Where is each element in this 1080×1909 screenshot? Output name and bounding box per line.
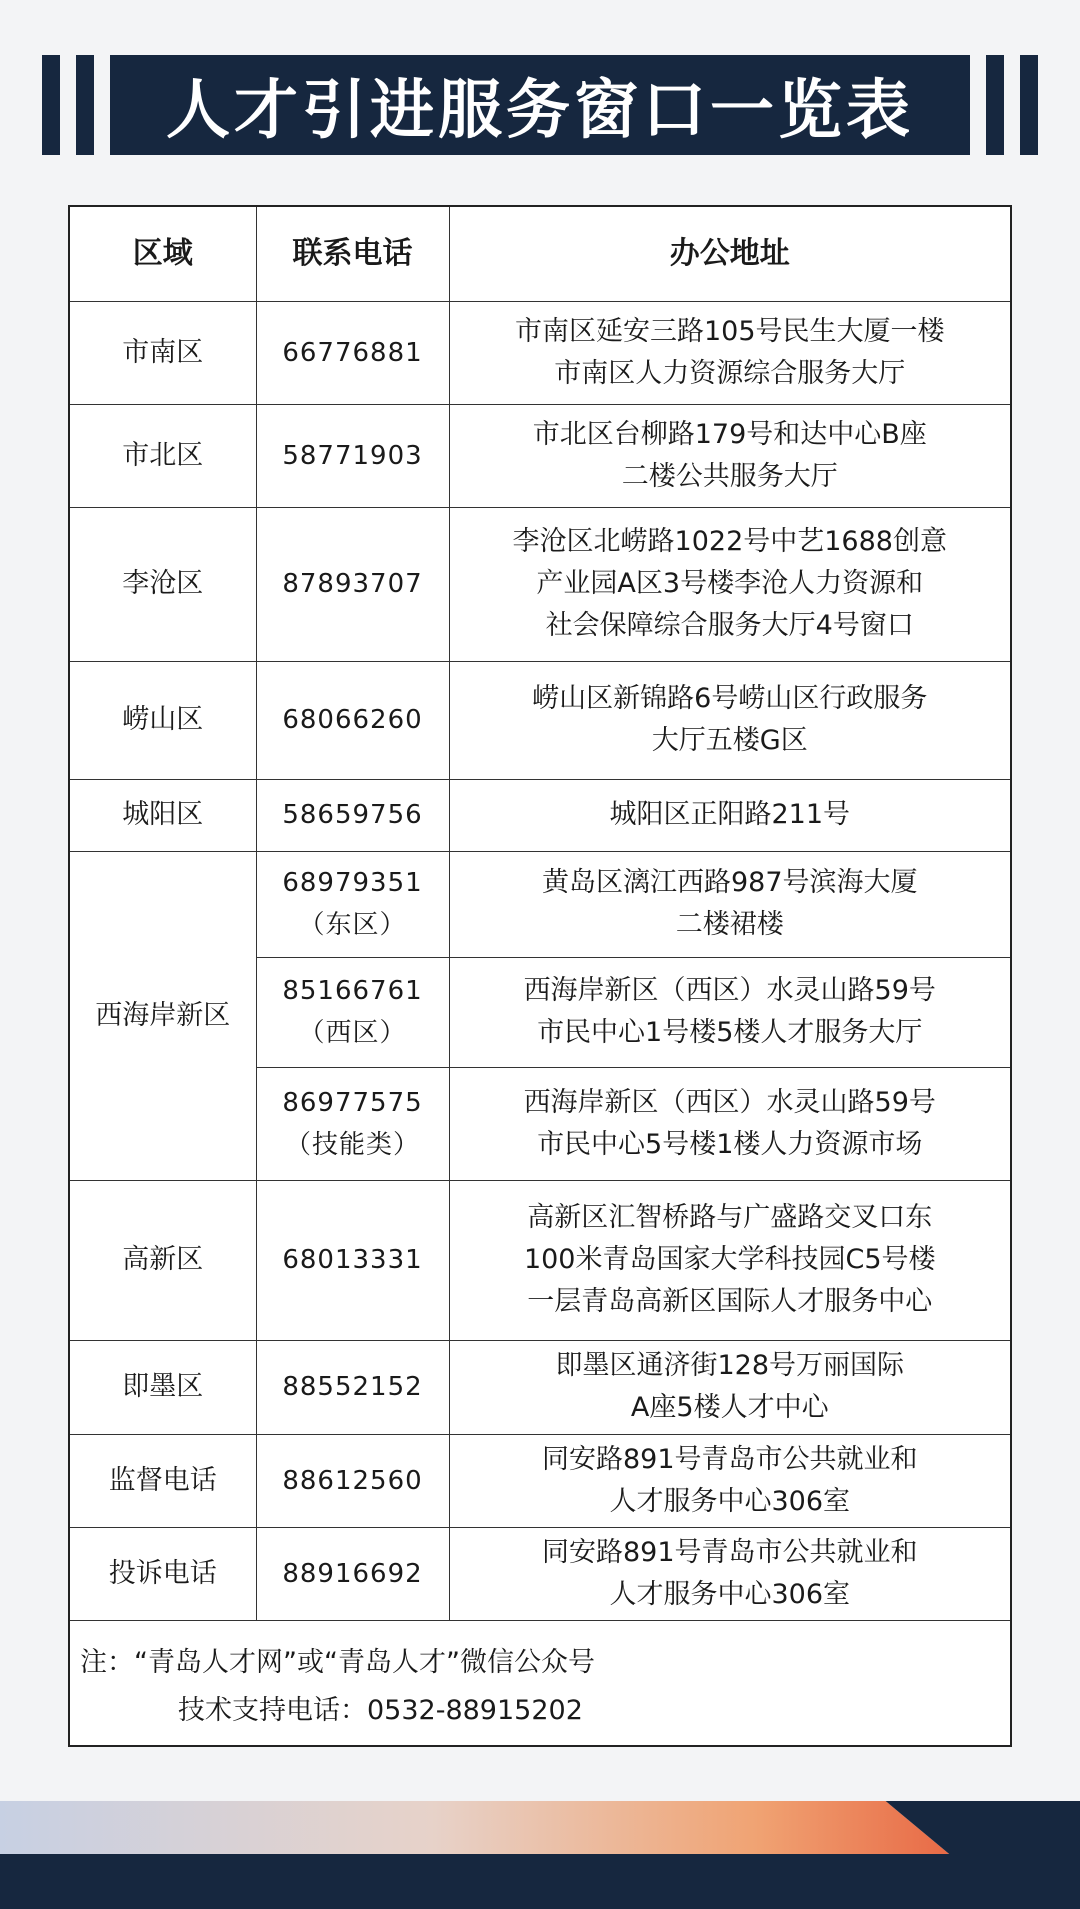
region-cell: 崂山区 bbox=[70, 661, 256, 779]
phone-cell bbox=[256, 1067, 449, 1180]
region-cell: 投诉电话 bbox=[70, 1527, 256, 1620]
phone-note: （西区） bbox=[298, 1018, 407, 1048]
address-line: 市民中心5号楼1楼人力资源市场 bbox=[537, 1128, 923, 1160]
header-phone: 联系电话 bbox=[256, 207, 449, 301]
address-line: 市南区延安三路105号民生大厦一楼 bbox=[514, 315, 945, 347]
phone-cell: 88612560 bbox=[256, 1434, 449, 1527]
header-address: 办公地址 bbox=[449, 207, 1010, 301]
region-cell: 即墨区 bbox=[70, 1340, 256, 1434]
region-cell: 市北区 bbox=[70, 404, 256, 507]
address-line: 市民中心1号楼5楼人才服务大厅 bbox=[537, 1017, 923, 1048]
phone-cell: 68066260 bbox=[256, 661, 449, 779]
service-window-table bbox=[68, 205, 1012, 1747]
table-row bbox=[70, 851, 1010, 957]
note-line-2: 技术支持电话：0532-88915202 bbox=[178, 1694, 583, 1726]
address-line: 城阳区正阳路211号 bbox=[609, 799, 851, 830]
banner-left-stripe-2 bbox=[76, 55, 94, 155]
note-line-1: 注：“青岛人才网”或“青岛人才”微信公众号 bbox=[80, 1646, 595, 1678]
region-cell: 李沧区 bbox=[70, 507, 256, 661]
address-line: 黄岛区漓江西路987号滨海大厦 bbox=[541, 867, 918, 898]
table-row bbox=[70, 779, 1010, 851]
address-cell bbox=[449, 661, 1010, 779]
region-cell: 高新区 bbox=[70, 1180, 256, 1340]
address-line: 即墨区通济街128号万丽国际 bbox=[555, 1350, 905, 1381]
table-row bbox=[70, 507, 1010, 661]
phone-cell: 88552152 bbox=[256, 1340, 449, 1434]
phone-cell: 58659756 bbox=[256, 779, 449, 851]
table-row bbox=[70, 661, 1010, 779]
address-line: 李沧区北崂路1022号中艺1688创意 bbox=[512, 526, 947, 557]
phone-cell bbox=[256, 851, 449, 957]
address-cell bbox=[449, 1527, 1010, 1620]
address-cell bbox=[449, 1340, 1010, 1434]
banner-right-stripe-2 bbox=[1020, 55, 1038, 155]
phone-note: （技能类） bbox=[284, 1129, 420, 1160]
address-line: 市南区人力资源综合服务大厅 bbox=[554, 357, 906, 389]
region-cell: 监督电话 bbox=[70, 1434, 256, 1527]
table-row bbox=[70, 404, 1010, 507]
region-cell: 市南区 bbox=[70, 301, 256, 404]
address-line: 大厅五楼G区 bbox=[651, 725, 808, 756]
phone-cell: 58771903 bbox=[256, 404, 449, 507]
address-line: 同安路891号青岛市公共就业和 bbox=[541, 1536, 918, 1568]
address-cell bbox=[449, 851, 1010, 957]
address-line: 一层青岛高新区国际人才服务中心 bbox=[527, 1286, 933, 1317]
phone-cell: 88916692 bbox=[256, 1527, 449, 1620]
table-row bbox=[70, 1434, 1010, 1527]
phone-number: 85166761 bbox=[282, 976, 423, 1006]
phone-cell: 68013331 bbox=[256, 1180, 449, 1340]
address-line: 高新区汇智桥路与广盛路交叉口东 bbox=[527, 1202, 933, 1233]
address-line: 100米青岛国家大学科技园C5号楼 bbox=[523, 1244, 936, 1275]
address-line: 产业园A区3号楼李沧人力资源和 bbox=[536, 568, 924, 599]
footer-bar bbox=[0, 1854, 1080, 1909]
address-line: 社会保障综合服务大厅4号窗口 bbox=[545, 610, 914, 641]
address-line: 二楼公共服务大厅 bbox=[621, 460, 838, 492]
address-line: 人才服务中心306室 bbox=[609, 1485, 851, 1517]
address-cell bbox=[449, 507, 1010, 661]
phone-number: 68979351 bbox=[282, 868, 423, 898]
page-title: 人才引进服务窗口一览表 bbox=[110, 55, 970, 155]
table-row bbox=[70, 1180, 1010, 1340]
address-cell bbox=[449, 779, 1010, 851]
table-row bbox=[70, 1340, 1010, 1434]
phone-number: 86977575 bbox=[282, 1087, 423, 1118]
address-cell bbox=[449, 957, 1010, 1067]
address-line: 同安路891号青岛市公共就业和 bbox=[541, 1443, 918, 1475]
address-line: 崂山区新锦路6号崂山区行政服务 bbox=[532, 683, 928, 714]
address-line: 二楼裙楼 bbox=[675, 909, 784, 940]
phone-note: （东区） bbox=[298, 910, 407, 940]
address-line: 市北区台柳路179号和达中心B座 bbox=[532, 418, 927, 450]
address-line: 西海岸新区（西区）水灵山路59号 bbox=[523, 975, 936, 1006]
region-cell: 城阳区 bbox=[70, 779, 256, 851]
table bbox=[70, 207, 1010, 1621]
address-cell bbox=[449, 404, 1010, 507]
banner-right-stripe-1 bbox=[986, 55, 1004, 155]
phone-cell: 66776881 bbox=[256, 301, 449, 404]
table-row bbox=[70, 301, 1010, 404]
region-cell: 西海岸新区 bbox=[70, 851, 256, 1180]
address-line: 人才服务中心306室 bbox=[609, 1578, 851, 1610]
address-cell bbox=[449, 1067, 1010, 1180]
phone-cell bbox=[256, 957, 449, 1067]
header-region: 区域 bbox=[70, 207, 256, 301]
address-cell bbox=[449, 301, 1010, 404]
banner-left-stripe-1 bbox=[42, 55, 60, 155]
phone-cell: 87893707 bbox=[256, 507, 449, 661]
address-line: A座5楼人才中心 bbox=[630, 1392, 829, 1423]
table-note bbox=[70, 1621, 1010, 1735]
address-cell bbox=[449, 1180, 1010, 1340]
address-line: 西海岸新区（西区）水灵山路59号 bbox=[523, 1086, 936, 1118]
table-header-row bbox=[70, 207, 1010, 301]
table-row bbox=[70, 1527, 1010, 1620]
address-cell bbox=[449, 1434, 1010, 1527]
